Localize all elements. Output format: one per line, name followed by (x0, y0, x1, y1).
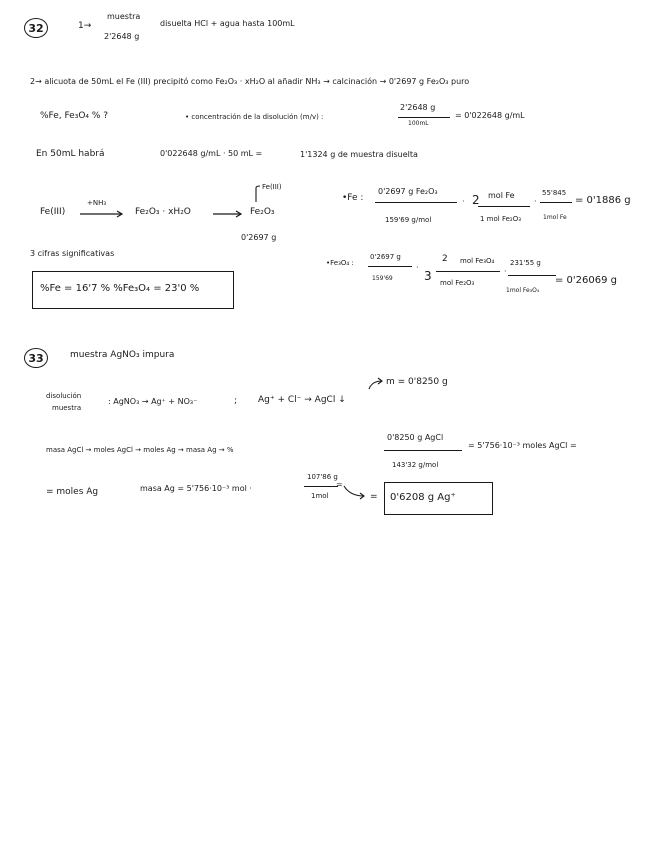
fe-dot-1: · (462, 197, 465, 206)
fe-calc-label: •Fe : (342, 193, 364, 203)
ag-num: 107'86 g (307, 473, 338, 481)
ag-den: 1mol (311, 492, 329, 500)
fe-f1-bar (375, 202, 457, 203)
concentration-result: = 0'022648 g/mL (455, 111, 525, 120)
fe3o4-coef-big: 3 (424, 269, 432, 283)
fe-result: = 0'1886 g (575, 195, 631, 206)
concentration-denominator: 100mL (408, 120, 429, 127)
fe3o4-f2-bar (436, 271, 500, 272)
problem-33-number (24, 348, 48, 368)
problem-33-number-text: 33 (28, 351, 44, 365)
scheme-hydrate: Fe₂O₃ · xH₂O (135, 207, 191, 217)
fe3o4-f1-den: 159'69 (372, 275, 393, 282)
concentration-numerator: 2'2648 g (400, 103, 436, 112)
scheme-arrow-2 (213, 210, 245, 218)
ag-fraction-bar (304, 486, 338, 487)
scheme-feiii: Fe(III) (262, 183, 282, 191)
step2-text: 2→ alicuota de 50mL el Fe (III) precipitó como Fe₂O₃ · xH₂O al añadir NH₃ → calcinación → 0'2697 g Fe₂O₃ puro (30, 77, 470, 86)
fe-f3-den: 1mol Fe (543, 214, 567, 221)
fe3o4-dot-1: · (416, 263, 419, 272)
step1-top: muestra (107, 12, 141, 21)
dissolution-bottom: muestra (52, 404, 82, 412)
en50-result: 1'1324 g de muestra disuelta (300, 150, 418, 159)
agcl-num: 0'8250 g AgCl (387, 433, 444, 442)
scheme-nh3: +NH₃ (87, 199, 107, 207)
fe-dot-2: · (534, 197, 537, 206)
fe3o4-result: = 0'26069 g (555, 275, 618, 286)
fe3o4-label: •Fe₃O₄ : (326, 259, 354, 267)
fe-coef: 2 (472, 193, 480, 207)
masa-ag: masa Ag = 5'756·10⁻³ mol · (140, 484, 252, 493)
concentration-label: • concentración de la disolución (m/v) : (185, 113, 324, 121)
mass-pointer-arrow (368, 378, 386, 390)
en50-calc: 0'022648 g/mL · 50 mL = (160, 149, 263, 158)
mass-label: m = 0'8250 g (386, 377, 448, 387)
ag-final: 0'6208 g Ag⁺ (390, 492, 456, 503)
dissolution-top: disolución (46, 392, 82, 400)
agcl-fraction-bar (384, 450, 462, 451)
agcl-result: = 5'756·10⁻³ moles AgCl = (468, 441, 577, 450)
agcl-den: 143'32 g/mol (392, 461, 439, 469)
fe3o4-f1-bar (368, 266, 412, 267)
scheme-hook (254, 184, 264, 204)
fe3o4-f3-num: 231'55 g (510, 259, 541, 267)
step1-prefix: 1→ (78, 21, 92, 31)
question: %Fe, Fe₃O₄ % ? (40, 111, 109, 121)
fe3o4-f2-den: mol Fe₂O₃ (440, 279, 475, 287)
fe-f1-den: 159'69 g/mol (385, 216, 432, 224)
fe3o4-f1-num: 0'2697 g (370, 253, 401, 261)
fe3o4-f3-den: 1mol Fe₃O₄ (506, 287, 540, 294)
problem-32-number (24, 18, 48, 38)
calc-chain: masa AgCl → moles AgCl → moles Ag → masa Ag → % (46, 446, 234, 454)
fe3o4-f3-bar (508, 275, 556, 276)
fe3o4-dot-2: · (504, 267, 507, 276)
scheme-fe2o3: Fe₂O₃ (250, 207, 275, 217)
ag-result-eq: = (370, 492, 378, 502)
problem-33-title: muestra AgNO₃ impura (70, 350, 175, 360)
fe-f1-num: 0'2697 g Fe₂O₃ (378, 187, 438, 196)
scheme-arrow-1 (80, 210, 126, 218)
reaction-separator: ; (234, 396, 238, 406)
moles-ag: = moles Ag (46, 487, 99, 497)
fe-f2-num: mol Fe (488, 191, 515, 200)
step1-bottom: 2'2648 g (104, 32, 140, 41)
scheme-mass: 0'2697 g (241, 233, 277, 242)
ag-eq: = (336, 480, 343, 489)
fe-f2-bar (478, 206, 530, 207)
ag-result-arrow (342, 484, 368, 500)
concentration-fraction-bar (398, 117, 450, 118)
problem-32-number-text: 32 (28, 21, 44, 35)
sig-figs: 3 cifras significativas (30, 249, 115, 258)
step1-rest: disuelta HCl + agua hasta 100mL (160, 19, 295, 28)
fe-f3-bar (540, 202, 572, 203)
fe-f3-num: 55'845 (542, 189, 567, 197)
scheme-fe: Fe(III) (40, 207, 66, 217)
reaction-1: : AgNO₃ → Ag⁺ + NO₃⁻ (108, 397, 198, 406)
fe3o4-coef-top: 2 (442, 254, 448, 264)
en50-label: En 50mL habrá (36, 149, 105, 159)
reaction-2: Ag⁺ + Cl⁻ → AgCl ↓ (258, 395, 346, 405)
fe3o4-f2-num: mol Fe₃O₄ (460, 257, 495, 265)
fe-f2-den: 1 mol Fe₂O₃ (480, 215, 522, 223)
final-answer: %Fe = 16'7 % %Fe₃O₄ = 23'0 % (40, 283, 200, 294)
